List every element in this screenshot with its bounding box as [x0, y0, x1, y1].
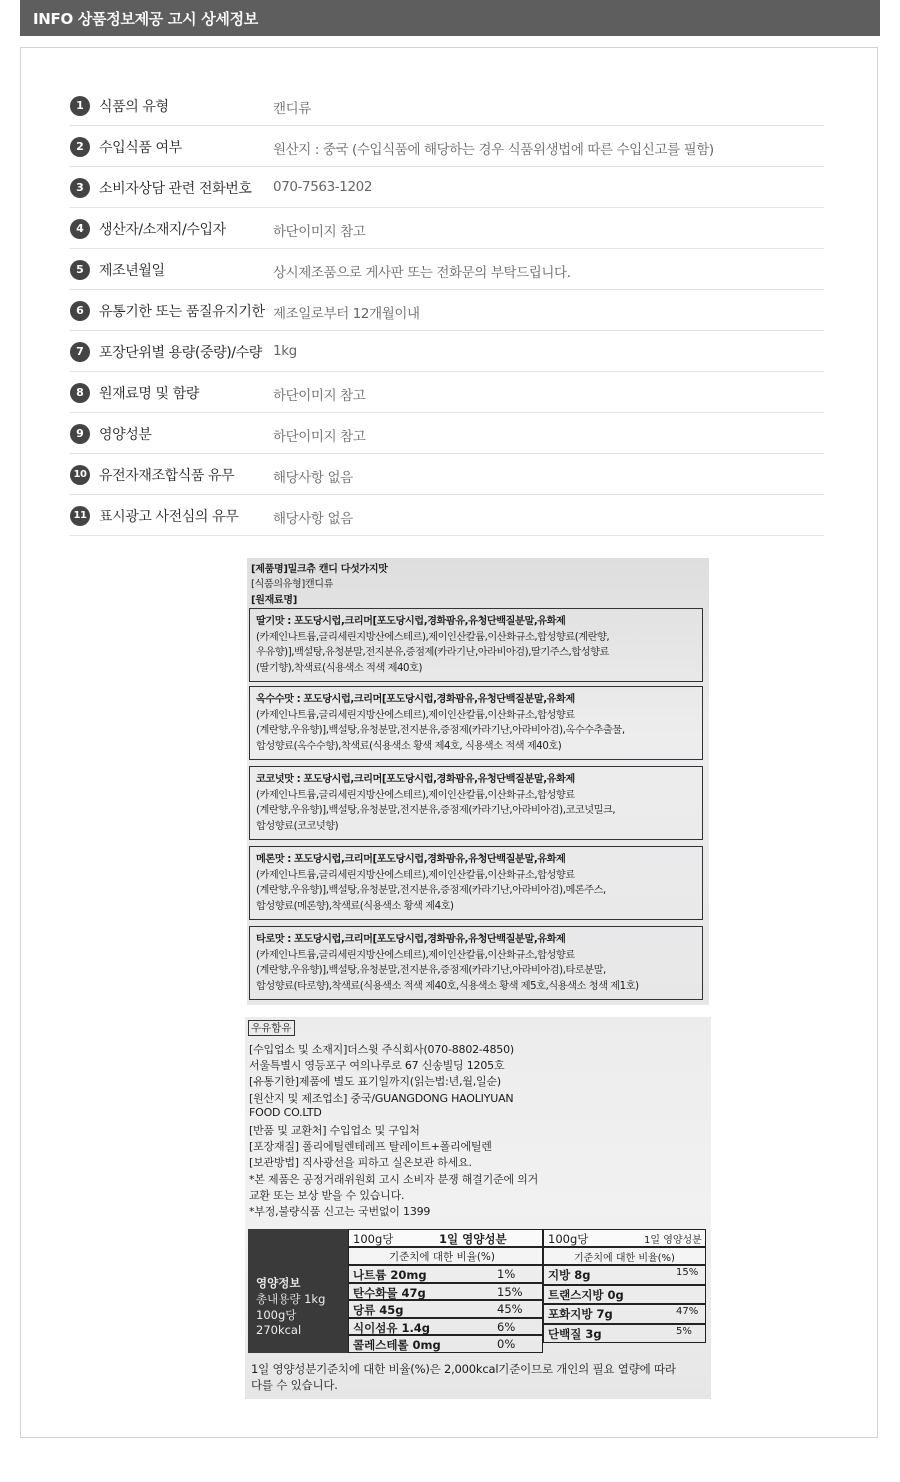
row-number-badge: 11: [70, 506, 90, 526]
row-number-badge: 1: [70, 96, 90, 116]
ingredient-line: (계란향,우유향)],백설탕,유청분말,전지분유,증점제(카라기난,아라비아검),코코넛밀크,: [256, 805, 616, 816]
ingredient-line: (카제인나트륨,글리세린지방산에스테르),제이인산칼륨,이산화규소,합성향료(계란향,: [256, 631, 610, 643]
section-title: INFO 상품정보제공 고시 상세정보: [33, 10, 258, 28]
ingredient-line: (계란향,우유향)],백설탕,유청분말,전지분유,증점제(카라기난,아라비아검),옥수수추출물,: [256, 725, 625, 736]
ingredients-heading: [원재료명]: [251, 595, 297, 606]
info-row: [70, 167, 824, 208]
label-info-line: [반품 및 교환처] 수입업소 및 구입처: [249, 1124, 420, 1137]
nutrient-percent: 6%: [497, 1319, 516, 1334]
nutrient-percent: 47%: [676, 1306, 699, 1317]
row-label: 수입식품 여부: [99, 140, 182, 156]
label-info-line: [수입업소 및 소재지]더스윗 주식회사(070-8802-4850): [249, 1043, 514, 1056]
info-row: [70, 495, 824, 536]
nutrition-ratio-right-text: 기준치에 대한 비율(%): [574, 1253, 675, 1264]
info-row: [70, 372, 824, 413]
nutrition-row: [543, 1265, 706, 1285]
nutrition-row: [348, 1300, 543, 1318]
row-value: 070-7563-1202: [273, 179, 373, 195]
row-number-badge: 3: [70, 178, 90, 198]
nutrition-row: [543, 1304, 706, 1324]
row-number-badge: 8: [70, 383, 90, 403]
flavor-ingredients-box: [249, 926, 703, 1000]
nutrient-percent: 1%: [497, 1267, 516, 1281]
flavor-ingredients-box: [249, 766, 703, 840]
info-row: [70, 454, 824, 495]
nutrient-name: 나트륨 20mg: [353, 1268, 427, 1282]
row-value: 1kg: [273, 343, 297, 359]
label-info-line: *본 제품은 공정거래위원회 고시 소비자 분쟁 해결기준에 의거: [249, 1172, 539, 1186]
nutrition-title: 영양정보: [256, 1276, 301, 1290]
nutrition-row: [348, 1318, 543, 1336]
row-value: 원산지 : 중국 (수입식품에 해당하는 경우 식품위생법에 따른 수입신고를 필함): [273, 142, 714, 158]
ingredient-line: (카제인나트륨,글리세린지방산에스테르),제이인산칼륨,이산화규소,합성향료: [256, 789, 575, 801]
label-info-line: 서울특별시 영등포구 여의나루로 67 신송빌딩 1205호: [249, 1059, 505, 1073]
nutrient-name: 포화지방 7g: [548, 1307, 613, 1321]
nutrition-head-per-right: 100g당: [548, 1232, 589, 1246]
ingredient-line: 합성향료(옥수수향),착색료(식용색소 황색 제4호, 식용색소 적색 제40호): [256, 740, 562, 752]
nutrient-name: 단백질 3g: [548, 1326, 602, 1341]
ingredient-line: 우유향)],백설탕,유청분말,전지분유,증점제(카라기난,아라비아검),딸기주스,합성향료: [256, 647, 609, 658]
product-info-table: [70, 85, 824, 536]
ingredient-line: 합성향료(메론향),착색료(식용색소 황색 제4호): [256, 900, 454, 912]
label-info-line: [원산지 및 제조업소] 중국/GUANGDONG HAOLIYUAN: [249, 1091, 514, 1105]
food-type-text: [식품의유형]캔디류: [251, 579, 334, 590]
nutrition-row: [348, 1265, 543, 1283]
ingredient-line: (카제인나트륨,글리세린지방산에스테르),제이인산칼륨,이산화규소,합성향료: [256, 949, 575, 961]
ingredient-line: 옥수수맛 : 포도당시럽,크리머[포도당시럽,경화팜유,유청단백질분말,유화제: [256, 694, 575, 705]
row-number-badge: 9: [70, 424, 90, 444]
row-label: 소비자상담 관련 전화번호: [99, 181, 252, 197]
info-row: [70, 85, 824, 126]
info-row: [70, 290, 824, 331]
nutrition-ratio-right: [543, 1247, 706, 1265]
nutrition-summary: [248, 1229, 348, 1353]
header-bar: [20, 0, 880, 36]
ingredient-line: 합성향료(타로향),착색료(식용색소 적색 제40호,식용색소 황색 제5호,식용색소 청색 제1호): [256, 980, 639, 992]
row-number-badge: 10: [70, 465, 90, 485]
ingredient-line: (계란향,우유향)],백설탕,유청분말,전지분유,증점제(카라기난,아라비아검),메론주스,: [256, 885, 606, 896]
nutrient-name: 탄수화물 47g: [353, 1285, 426, 1300]
row-value: 해당사항 없음: [273, 511, 353, 527]
row-value: 캔디류: [273, 101, 311, 117]
nutrient-percent: 45%: [497, 1302, 523, 1317]
nutrition-ratio-left-text: 기준치에 대한 비율(%): [389, 1251, 495, 1263]
row-label: 원재료명 및 함량: [99, 386, 199, 402]
row-label: 포장단위별 용량(중량)/수량: [99, 345, 262, 361]
nutrition-head-daily: 1일 영양성분: [439, 1232, 507, 1246]
nutrition-per: 100g당: [256, 1308, 297, 1322]
nutrient-percent: 15%: [497, 1284, 523, 1299]
flavor-ingredients-box: [249, 608, 703, 682]
nutrition-kcal: 270kcal: [256, 1323, 302, 1337]
nutrient-percent: 15%: [676, 1267, 699, 1278]
row-value: 제조일로부터 12개월이내: [273, 306, 420, 322]
nutrient-name: 식이섬유 1.4g: [353, 1320, 431, 1335]
nutrition-row: [348, 1283, 543, 1301]
info-row: [70, 331, 824, 372]
nutrition-label-photo: [245, 1017, 711, 1399]
ingredient-line: 코코넛맛 : 포도당시럽,크리머[포도당시럽,경화팜유,유청단백질분말,유화제: [256, 774, 575, 785]
row-number-badge: 6: [70, 301, 90, 321]
row-label: 표시광고 사전심의 유무: [99, 509, 239, 525]
label-info-line: 교환 또는 보상 받을 수 있습니다.: [249, 1188, 405, 1202]
row-value: 하단이미지 참고: [273, 388, 366, 404]
label-info-line: [보관방법] 직사광선을 피하고 실온보관 하세요.: [249, 1156, 472, 1170]
row-label: 영양성분: [99, 427, 152, 443]
flavor-ingredients-box: [249, 686, 703, 760]
row-value: 상시제조품으로 게사판 또는 전화문의 부탁드립니다.: [273, 265, 571, 281]
nutrition-footnote-1: 1일 영양성분기준치에 대한 비율(%)은 2,000kcal기준이므로 개인의 필요 열량에 따라: [251, 1362, 676, 1376]
nutrition-row: [348, 1335, 543, 1353]
row-number-badge: 7: [70, 342, 90, 362]
info-row: [70, 249, 824, 290]
ingredient-line: (계란향,우유향)],백설탕,유청분말,전지분유,증점제(카라기난,아라비아검),타로분말,: [256, 965, 606, 976]
info-row: [70, 208, 824, 249]
nutrient-name: 콜레스테롤 0mg: [353, 1338, 441, 1353]
label-info-line: *부정,불량식품 신고는 국번없이 1399: [249, 1205, 431, 1218]
ingredient-line: 타로맛 : 포도당시럽,크리머[포도당시럽,경화팜유,유청단백질분말,유화제: [256, 934, 566, 945]
ingredient-line: 메론맛 : 포도당시럽,크리머[포도당시럽,경화팜유,유청단백질분말,유화제: [256, 854, 566, 865]
label-info-line: FOOD CO.LTD: [249, 1105, 322, 1119]
nutrition-head-daily-right: 1일 영양성분: [644, 1235, 702, 1246]
row-value: 하단이미지 참고: [273, 224, 366, 240]
label-info-line: [유통기한]제품에 별도 표기일까지(읽는법:년,월,일순): [249, 1075, 502, 1089]
nutrient-name: 지방 8g: [548, 1268, 591, 1282]
ingredient-line: (딸기향),착색료(식용색소 적색 제40호): [256, 662, 423, 674]
nutrition-ratio-left: [348, 1247, 543, 1265]
info-row: [70, 126, 824, 167]
nutrition-total: 총내용량 1kg: [256, 1292, 326, 1306]
row-number-badge: 2: [70, 137, 90, 157]
ingredient-line: 딸기맛 : 포도당시럽,크리머[포도당시럽,경화팜유,유청단백질분말,유화제: [256, 616, 566, 627]
row-label: 유통기한 또는 품질유지기한: [99, 304, 265, 320]
ingredient-line: 합성향료(코코넛향): [256, 820, 339, 832]
row-label: 생산자/소재지/수입자: [99, 222, 226, 238]
flavor-ingredients-box: [249, 846, 703, 920]
nutrition-header-left: [348, 1229, 543, 1247]
row-value: 해당사항 없음: [273, 470, 353, 486]
row-number-badge: 5: [70, 260, 90, 280]
product-name-text: [제품명]밀크츄 캔디 다섯가지맛: [251, 564, 388, 575]
row-label: 유전자재조합식품 유무: [99, 468, 235, 484]
nutrition-footnote-2: 다를 수 있습니다.: [251, 1378, 338, 1392]
ingredient-line: (카제인나트륨,글리세린지방산에스테르),제이인산칼륨,이산화규소,합성향료: [256, 709, 575, 721]
label-info-line: [포장재질] 폴리에틸렌테레프 탈레이트+폴리에틸렌: [249, 1140, 492, 1154]
ingredient-line: (카제인나트륨,글리세린지방산에스테르),제이인산칼륨,이산화규소,합성향료: [256, 869, 575, 881]
nutrition-row: [543, 1285, 706, 1305]
nutrient-percent: 0%: [497, 1337, 516, 1352]
nutrition-header-right: [543, 1229, 706, 1247]
row-label: 제조년월일: [99, 263, 165, 279]
nutrient-name: 당류 45g: [353, 1303, 404, 1318]
nutrient-name: 트랜스지방 0g: [548, 1287, 624, 1302]
nutrition-table: [248, 1229, 706, 1353]
nutrient-percent: 5%: [676, 1325, 692, 1337]
ingredients-label-photo: [247, 558, 709, 1005]
row-number-badge: 4: [70, 219, 90, 239]
row-value: 하단이미지 참고: [273, 429, 366, 445]
nutrition-head-per: 100g당: [353, 1232, 394, 1246]
info-row: [70, 413, 824, 454]
row-label: 식품의 유형: [99, 99, 169, 115]
nutrition-row: [543, 1324, 706, 1344]
milk-content-tag: 우유함유: [248, 1020, 295, 1036]
